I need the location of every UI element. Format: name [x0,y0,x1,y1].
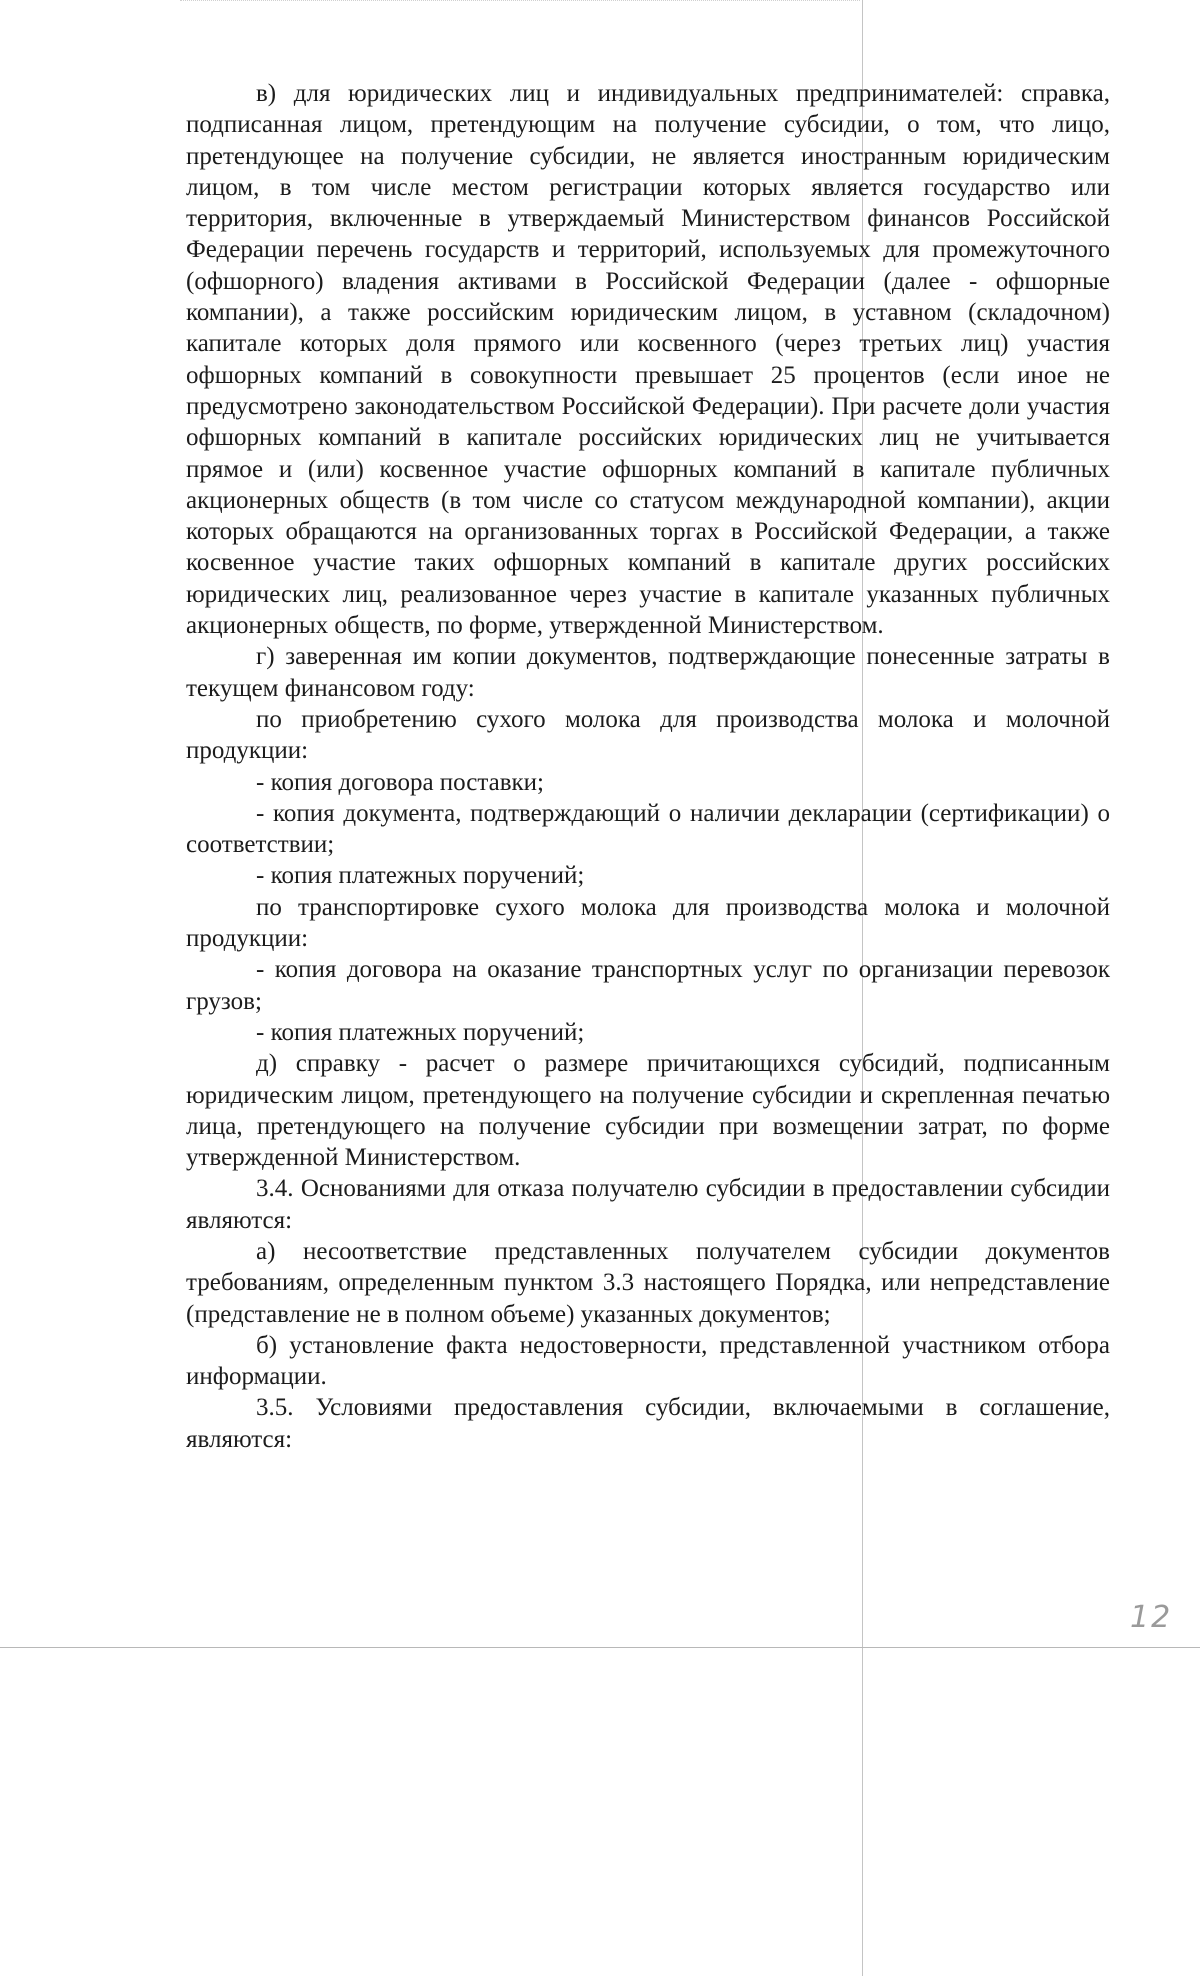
list-item-supply-contract: - копия договора поставки; [256,768,544,796]
paragraph-3-3-g: г) заверенная им копии документов, подтверждающие понесенные затраты в текущем финансовом году: [186,643,1110,702]
list-item-payment-orders: - копия платежных поручений; [256,862,585,890]
paragraph-3-3-v: в) для юридических лиц и индивидуальных предпринимателей: справка, подписанная лицом, претендующим на получение субсидии, о том, что лицо, претендующее на получение субсидии, не является иностранным юридическим лицом, в том числе местом регистрации которых является государство или территория, включенные в утверждаемый Министерством финансов Российской Федерации перечень государств и территорий, используемых для промежуточного (офшорного) владения активами в Российской Федерации (далее - офшорные компании), а также российским юридическим лицом, в уставном (складочном) капитале которых доля прямого или косвенного (через третьих лиц) участия офшорных компаний в совокупности превышает 25 процентов (если иное не предусмотрено законодательством Российской Федерации). При расчете доли участия офшорных компаний в капитале российских юридических лиц не учитывается прямое и (или) косвенное участие офшорных компаний в капитале публичных акционерных обществ (в том числе со статусом международной компании), акции которых обращаются на организованных торгах в Российской Федерации, а также косвенное участие таких офшорных компаний в капитале других российских юридических лиц, реализованное через участие в капитале указанных публичных акционерных обществ, по форме, утвержденной Министерством. [186,80,1110,640]
paragraph-3-5: 3.5. Условиями предоставления субсидии, включаемыми в соглашение, являются: [186,1394,1110,1453]
list-item-payment-orders-2: - копия платежных поручений; [256,1018,585,1046]
paragraph-3-4: 3.4. Основаниями для отказа получателю субсидии в предоставлении субсидии являются: [186,1175,1110,1234]
list-item-transport-contract: - копия договора на оказание транспортных услуг по организации перевозок грузов; [186,956,1110,1015]
document-body [186,78,1110,1455]
scan-artifact [180,0,860,5]
paragraph-powder-purchase: по приобретению сухого молока для производства молока и молочной продукции: [186,705,1110,765]
handwritten-page-number: 12 [1130,1600,1173,1635]
paragraph-3-4-b: б) установление факта недостоверности, представленной участником отбора информации. [186,1331,1110,1391]
paragraph-powder-transport: по транспортировке сухого молока для производства молока и молочной продукции: [186,893,1110,953]
paragraph-3-4-a: а) несоответствие представленных получателем субсидии документов требованиям, определенным пунктом 3.3 настоящего Порядка, или непредставление (представление не в полном объеме) указанных документов; [186,1237,1110,1328]
list-item-declaration-copy: - копия документа, подтверждающий о наличии декларации (сертификации) о соответствии; [186,799,1110,859]
paragraph-3-3-d: д) справку - расчет о размере причитающихся субсидий, подписанным юридическим лицом, претендующего на получение субсидии и скрепленная печатью лица, претендующего на получение субсидии при возмещении затрат, по форме утвержденной Министерством. [186,1050,1110,1172]
page-bottom-edge [0,1647,1200,1648]
